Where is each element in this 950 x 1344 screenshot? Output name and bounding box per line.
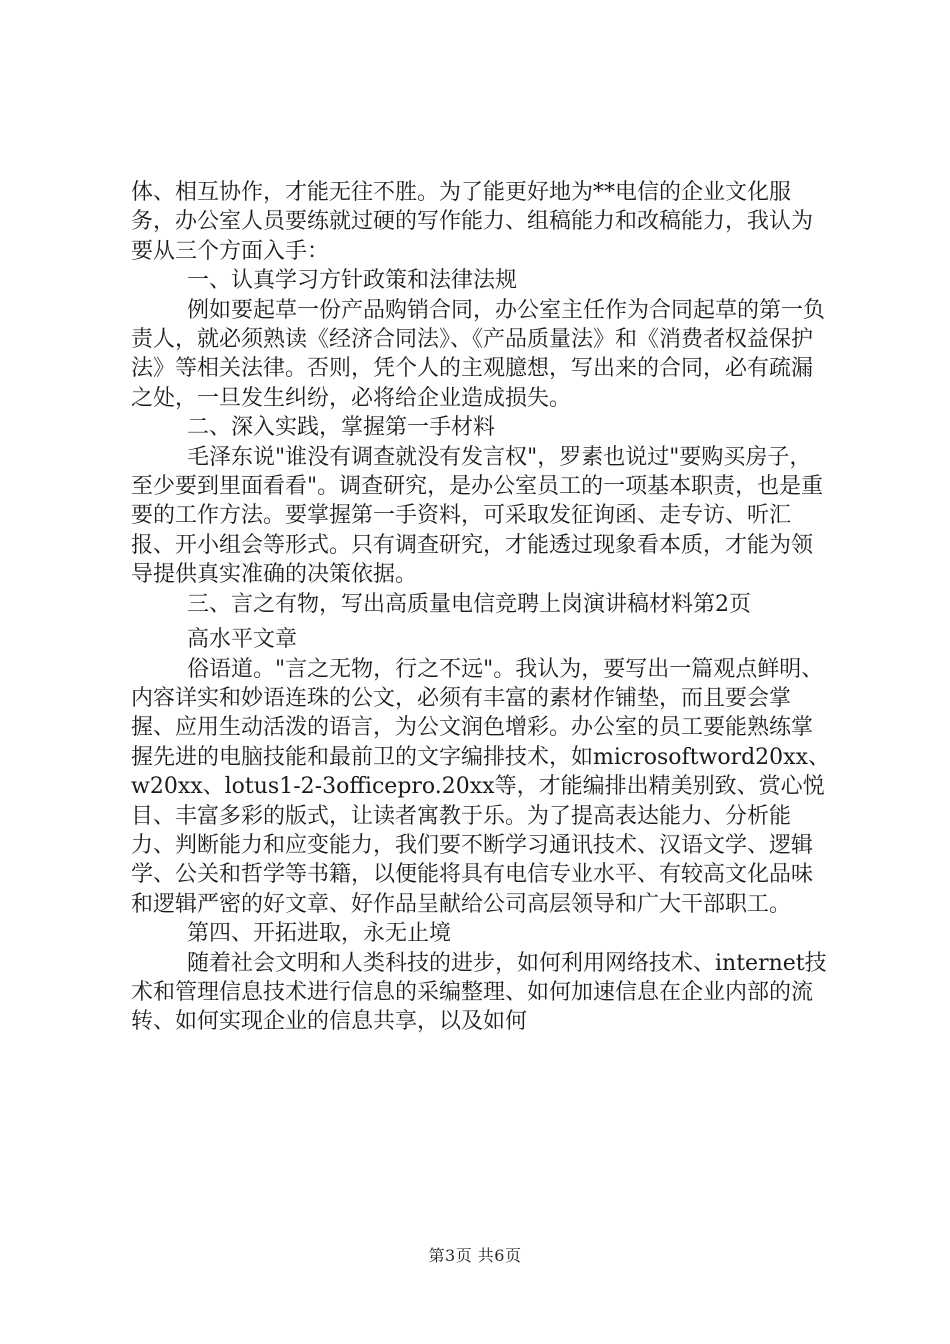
paragraph-intro: 体、相互协作，才能无往不胜。为了能更好地为**电信的企业文化服务，办公室人员要练就过硬的写作能力、组稿能力和改稿能力，我认为要从三个方面入手： [131, 180, 814, 264]
paragraph-section-1: 例如要起草一份产品购销合同，办公室主任作为合同起草的第一负责人，就必须熟读《经济合同法》、《产品质量法》和《消费者权益保护法》等相关法律。否则，凭个人的主观臆想，写出来的合同，必有疏漏之处，一旦发生纠纷，必将给企业造成损失。 [131, 297, 826, 411]
document-body [131, 178, 831, 1037]
page-footer [0, 1243, 950, 1266]
heading-section-4: 第四、开拓进取，永无止境 [187, 921, 452, 947]
page-number-label: 第3页 共6页 [428, 1246, 522, 1265]
paragraph-section-3: 俗语道。"言之无物，行之不远"。我认为，要写出一篇观点鲜明、内容详实和妙语连珠的公文，必须有丰富的素材作铺垫，而且要会掌握、应用生动活泼的语言，为公文润色增彩。办公室的员工要能熟练掌握先进的电脑技能和最前卫的文字编排技术，如microsoftword20xx、w20xx、lotus1-2-3officepro.20xx等，才能编排出精美别致、赏心悦目、丰富多彩的版式，让读者寓教于乐。为了提高表达能力、分析能力、判断能力和应变能力，我们要不断学习通讯技术、汉语文学、逻辑学、公关和哲学等书籍，以便能将具有电信专业水平、有较高文化品味和逻辑严密的好文章、好作品呈献给公司高层领导和广大干部职工。 [131, 656, 830, 917]
heading-section-1: 一、认真学习方针政策和法律法规 [187, 268, 518, 294]
paragraph-section-4: 随着社会文明和人类科技的进步，如何利用网络技术、internet技术和管理信息技术进行信息的采编整理、如何加速信息在企业内部的流转、如何实现企业的信息共享，以及如何 [131, 950, 827, 1035]
heading-section-3: 三、言之有物，写出高质量电信竞聘上岗演讲稿材料第2页 [187, 591, 751, 617]
paragraph-section-2: 毛泽东说"谁没有调查就没有发言权"，罗素也说过"要购买房子，至少要到里面看看"。调查研究，是办公室员工的一项基本职责，也是重要的工作方法。要掌握第一手资料，可采取发征询函、走专访、听汇报、开小组会等形式。只有调查研究，才能透过现象看本质，才能为领导提供真实准确的决策依据。 [131, 444, 824, 588]
heading-section-2: 二、深入实践，掌握第一手材料 [187, 415, 496, 441]
heading-section-3-continued: 高水平文章 [187, 627, 298, 653]
